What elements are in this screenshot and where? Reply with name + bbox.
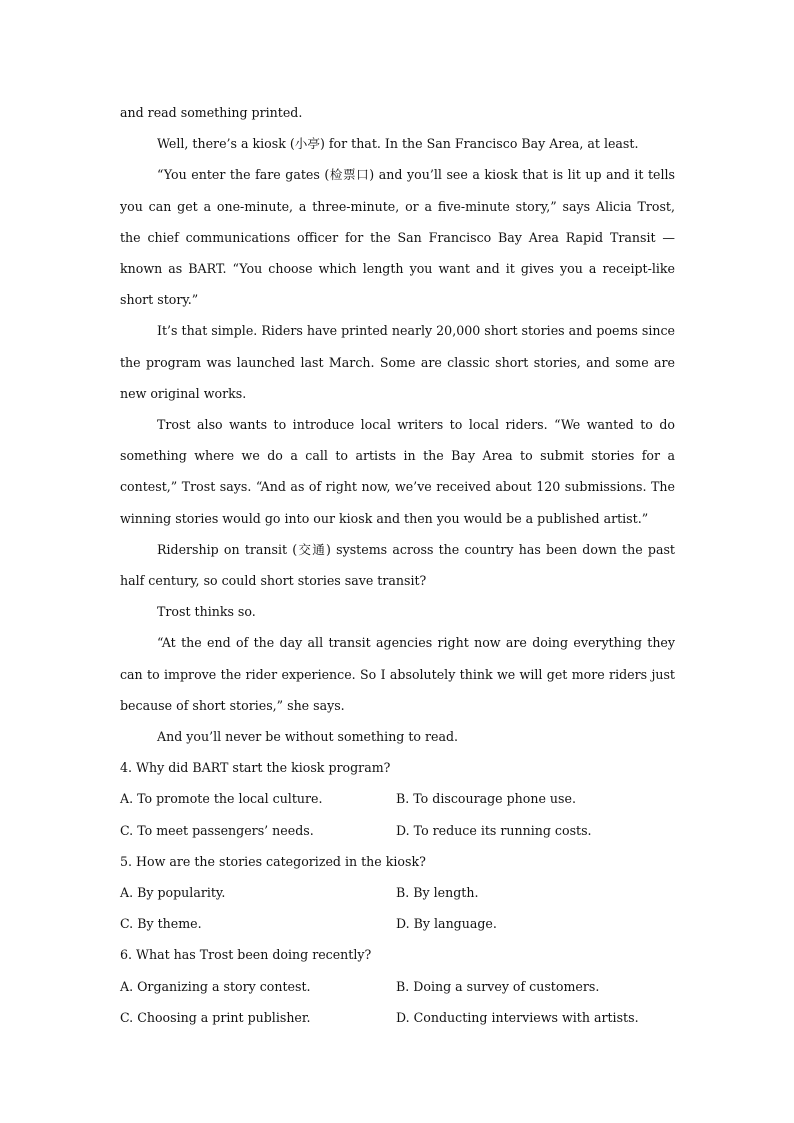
passage-paragraph: “At the end of the day all transit agencies right now are doing everything they can to improve the rider experience. So I absolutely think we will get more riders just because of short stories,” she says. (120, 635, 675, 713)
document-content (120, 97, 675, 1033)
option-row (120, 971, 675, 1002)
question-stem: 6. What has Trost been doing recently? (120, 947, 372, 963)
option-row (120, 783, 675, 814)
question-block (120, 846, 675, 940)
option-b: B. To discourage phone use. (396, 791, 576, 807)
option-a: A. To promote the local culture. (120, 791, 323, 807)
passage-paragraph: It’s that simple. Riders have printed nearly 20,000 short stories and poems since the program was launched last March. Some are classic short stories, and some are new original works. (120, 323, 675, 401)
passage-paragraph: Well, there’s a kiosk (小亭) for that. In the San Francisco Bay Area, at least. (157, 136, 639, 152)
option-c: C. By theme. (120, 916, 202, 932)
option-c: C. Choosing a print publisher. (120, 1009, 311, 1025)
passage-paragraph: And you’ll never be without something to read. (157, 729, 459, 745)
question-block (120, 939, 675, 1033)
option-d: D. Conducting interviews with artists. (396, 1009, 639, 1025)
passage-paragraph: and read something printed. (120, 105, 303, 120)
option-row (120, 815, 675, 846)
option-c: C. To meet passengers’ needs. (120, 822, 314, 838)
passage-paragraph: Ridership on transit (交通) systems across the country has been down the past half century, so could short stories save transit? (120, 541, 675, 589)
passage-paragraph: “You enter the fare gates (检票口) and you’ll see a kiosk that is lit up and it tells you can get a one-minute, a three-minute, or a five-minute story,” says Alicia Trost, the chief communications officer for the San Francisco Bay Area Rapid Transit — known as BART. “You choose which length you want and it gives you a receipt-like short story.” (120, 167, 675, 308)
passage-paragraph: Trost thinks so. (157, 604, 256, 620)
option-row (120, 1002, 675, 1033)
option-d: D. To reduce its running costs. (396, 822, 592, 838)
question-block (120, 752, 675, 846)
option-row (120, 877, 675, 908)
question-stem: 5. How are the stories categorized in the kiosk? (120, 853, 426, 869)
passage-paragraph: Trost also wants to introduce local writers to local riders. “We wanted to do something where we do a call to artists in the Bay Area to submit stories for a contest,” Trost says. “And as of right now, we’ve received about 120 submissions. The winning stories would go into our kiosk and then you would be a published artist.” (120, 417, 675, 526)
option-d: D. By language. (396, 916, 497, 932)
option-a: A. Organizing a story contest. (120, 978, 311, 994)
option-b: B. By length. (396, 885, 479, 901)
question-stem: 4. Why did BART start the kiosk program? (120, 760, 391, 776)
reading-passage (120, 97, 675, 752)
option-a: A. By popularity. (120, 885, 226, 901)
option-row (120, 908, 675, 939)
option-b: B. Doing a survey of customers. (396, 978, 600, 994)
